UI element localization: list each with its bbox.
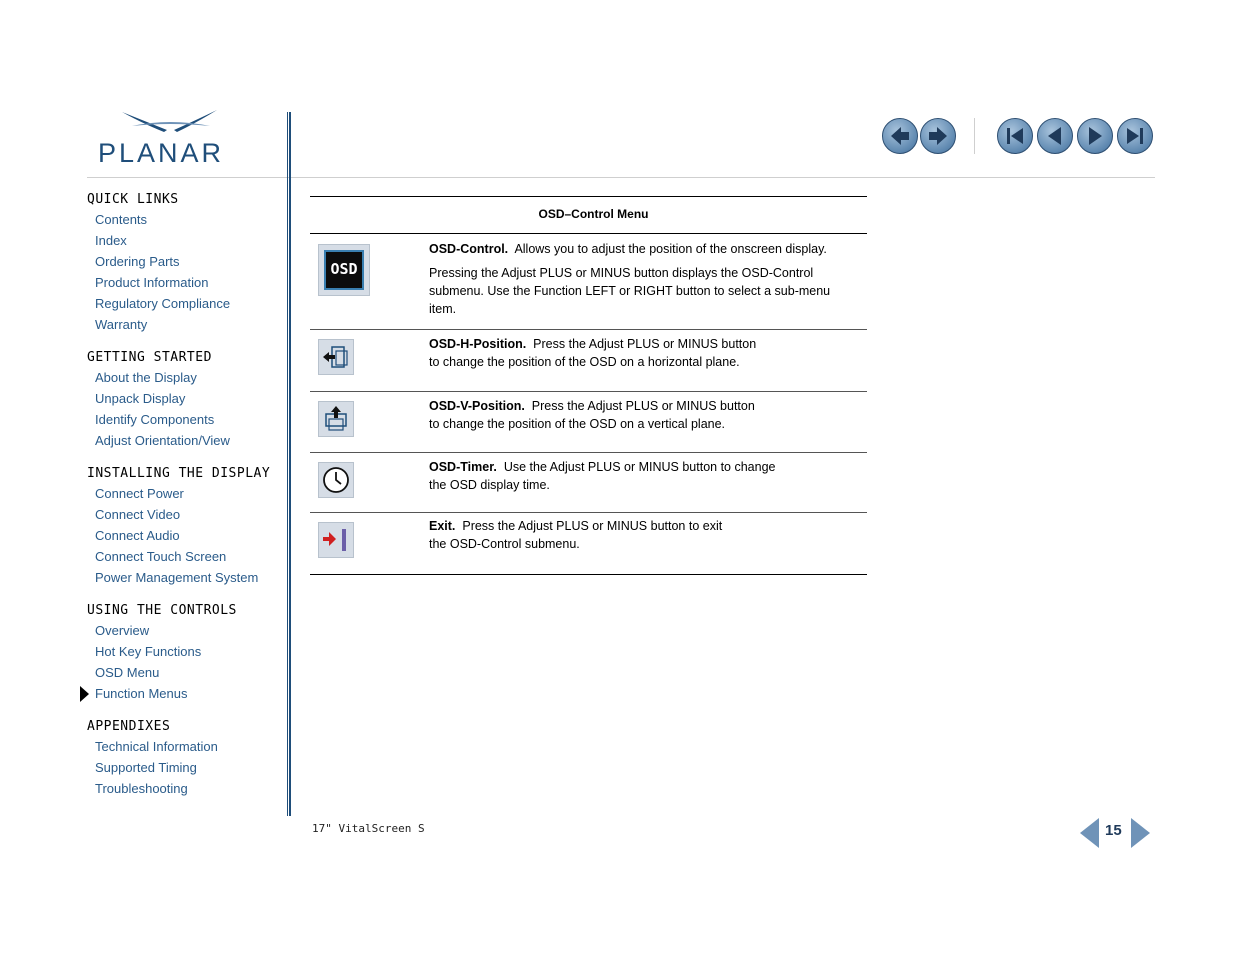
section-title: INSTALLING THE DISPLAY	[87, 466, 271, 481]
sidebar-item-connect-video[interactable]: Connect Video	[95, 507, 181, 522]
row-title: OSD-Control.	[429, 242, 509, 256]
sidebar-item-connect-power[interactable]: Connect Power	[95, 486, 184, 501]
clock-icon	[318, 462, 354, 498]
sidebar-item-troubleshooting[interactable]: Troubleshooting	[95, 781, 188, 796]
logo-wordmark: PLANAR	[98, 138, 225, 168]
sidebar-item-unpack-display[interactable]: Unpack Display	[95, 391, 186, 406]
back-arrow-icon	[883, 119, 917, 153]
row-title: OSD-V-Position.	[429, 399, 525, 413]
row-description	[429, 458, 859, 494]
table-row	[310, 513, 867, 575]
nav-separator	[974, 118, 975, 154]
sidebar-item-about-the-display[interactable]: About the Display	[95, 370, 197, 385]
table-row	[310, 392, 867, 453]
back-button[interactable]	[882, 118, 918, 154]
table-row	[310, 453, 867, 513]
row-description	[429, 240, 859, 318]
sidebar-item-power-management[interactable]: Power Management System	[95, 570, 259, 585]
sidebar-item-warranty[interactable]: Warranty	[95, 317, 148, 332]
sidebar-item-index[interactable]: Index	[95, 233, 127, 248]
row-text: Allows you to adjust the position of the onscreen display.	[514, 242, 827, 256]
planar-logo	[92, 104, 252, 170]
row-text-secondary: Pressing the Adjust PLUS or MINUS button displays the OSD-Control submenu. Use the Function LEFT or RIGHT button to select a sub-menu item.	[429, 266, 831, 316]
sidebar-section-appendixes	[87, 718, 287, 801]
section-title: QUICK LINKS	[87, 192, 179, 207]
section-title: GETTING STARTED	[87, 350, 212, 365]
previous-page-arrow-icon[interactable]	[1080, 818, 1099, 848]
osd-icon: OSD	[318, 244, 370, 296]
row-text: Press the Adjust PLUS or MINUS button	[531, 399, 755, 413]
last-page-button[interactable]	[1117, 118, 1153, 154]
row-text-line2: the OSD-Control submenu.	[429, 537, 580, 551]
next-page-button[interactable]	[1077, 118, 1113, 154]
sidebar-item-adjust-orientation[interactable]: Adjust Orientation/View	[95, 433, 230, 448]
row-title: OSD-Timer.	[429, 460, 497, 474]
table-row	[310, 234, 867, 330]
sidebar-item-function-menus[interactable]	[87, 685, 287, 706]
last-page-icon	[1118, 119, 1152, 153]
footer-product-name: 17" VitalScreen S	[312, 822, 425, 835]
table-row	[310, 330, 867, 392]
header-divider	[87, 177, 1155, 178]
sidebar-item-identify-components[interactable]: Identify Components	[95, 412, 215, 427]
first-page-button[interactable]	[997, 118, 1033, 154]
sidebar-item-technical-information[interactable]: Technical Information	[95, 739, 218, 754]
page-number: 15	[1105, 822, 1122, 839]
sidebar-item-hot-key-functions[interactable]: Hot Key Functions	[95, 644, 202, 659]
sidebar-item-product-information[interactable]: Product Information	[95, 275, 209, 290]
row-title: OSD-H-Position.	[429, 337, 527, 351]
horizontal-position-icon	[318, 339, 354, 375]
row-text-line2: to change the position of the OSD on a horizontal plane.	[429, 355, 740, 369]
sidebar-item-ordering-parts[interactable]: Ordering Parts	[95, 254, 180, 269]
sidebar-nav	[87, 191, 287, 813]
sidebar-section-getting-started	[87, 349, 287, 453]
osd-control-table	[310, 196, 867, 575]
next-page-icon	[1078, 119, 1112, 153]
exit-icon	[318, 522, 354, 558]
row-description	[429, 517, 859, 553]
sidebar-section-using-controls	[87, 602, 287, 706]
first-page-icon	[998, 119, 1032, 153]
vertical-position-icon	[318, 401, 354, 437]
row-description	[429, 397, 859, 433]
sidebar-item-connect-touch-screen[interactable]: Connect Touch Screen	[95, 549, 227, 564]
sidebar-section-installing	[87, 465, 287, 590]
sidebar-item-connect-audio[interactable]: Connect Audio	[95, 528, 180, 543]
next-page-arrow-icon[interactable]	[1131, 818, 1150, 848]
forward-button[interactable]	[920, 118, 956, 154]
forward-arrow-icon	[921, 119, 955, 153]
sidebar-item-supported-timing[interactable]: Supported Timing	[95, 760, 197, 775]
row-description	[429, 335, 859, 371]
row-text: Press the Adjust PLUS or MINUS button	[533, 337, 757, 351]
row-title: Exit.	[429, 519, 456, 533]
row-text: Press the Adjust PLUS or MINUS button to exit	[462, 519, 723, 533]
sidebar-item-regulatory-compliance[interactable]: Regulatory Compliance	[95, 296, 231, 311]
sidebar-item-osd-menu[interactable]: OSD Menu	[95, 665, 160, 680]
sidebar-item-label: Function Menus	[95, 686, 188, 701]
sidebar-item-overview[interactable]: Overview	[95, 623, 150, 638]
row-text-line2: to change the position of the OSD on a vertical plane.	[429, 417, 726, 431]
previous-page-button[interactable]	[1037, 118, 1073, 154]
row-text-line2: the OSD display time.	[429, 478, 550, 492]
section-title: USING THE CONTROLS	[87, 603, 237, 618]
section-title: APPENDIXES	[87, 719, 171, 734]
sidebar-item-contents[interactable]: Contents	[95, 212, 148, 227]
sidebar-divider	[287, 112, 291, 816]
table-header: OSD–Control Menu	[310, 196, 867, 234]
sidebar-section-quick-links	[87, 191, 287, 337]
previous-page-icon	[1038, 119, 1072, 153]
current-page-marker-icon	[80, 686, 89, 702]
row-text: Use the Adjust PLUS or MINUS button to change	[503, 460, 776, 474]
